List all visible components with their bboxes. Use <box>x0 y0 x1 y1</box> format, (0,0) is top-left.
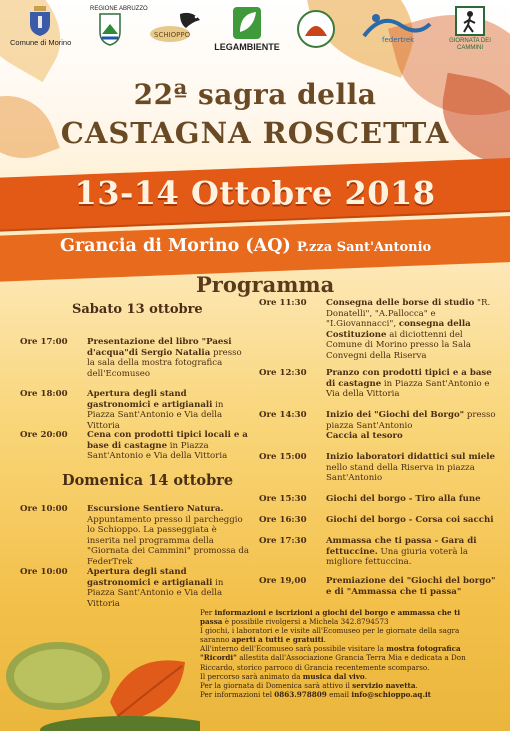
event-time: Ore 16:30 <box>259 515 307 525</box>
event-description: Inizio dei "Giochi del Borgo" presso piazza Sant'Antonio Caccia al tesoro <box>326 410 496 442</box>
chestnut-leaf-decoration <box>0 612 200 731</box>
event-description: Pranzo con prodotti tipici e a base di castagne in Piazza Sant'Antonio e Via della Vittoria <box>326 368 492 400</box>
comune-logo: Comune di Morino <box>10 6 70 68</box>
saturday-heading: Sabato 13 ottobre <box>72 302 203 317</box>
regione-abruzzo-icon <box>97 12 123 46</box>
legambiente-logo: LEGAMBIENTE <box>214 6 280 68</box>
bird-icon <box>146 6 206 46</box>
event-time: Ore 15:00 <box>259 452 307 462</box>
edition-title: 22ª sagra della <box>133 78 377 111</box>
event-description: Giochi del borgo - Corsa coi sacchi <box>326 515 494 525</box>
coat-of-arms-icon <box>28 6 52 36</box>
svg-text:federtrek: federtrek <box>382 36 415 44</box>
event-time: Ore 17:30 <box>259 536 307 546</box>
event-time: Ore 12:30 <box>259 368 307 378</box>
sunday-heading: Domenica 14 ottobre <box>62 472 234 489</box>
hiker-icon <box>362 6 432 46</box>
event-dates: 13-14 Ottobre 2018 <box>74 174 436 212</box>
federtrek-logo <box>362 6 432 68</box>
regione-logo: REGIONE ABRUZZO <box>90 6 130 68</box>
event-time: Ore 19,00 <box>259 576 307 586</box>
poster: Comune di Morino REGIONE ABRUZZO SCHIOPPO LEGAMBIENTE federtrek GIORNATA DEI CAMMINI 22ª sagra della CASTAGNA ROSCETTA 13-14 Ottobre 2018 Grancia di Morino (AQ) P.zza Sant'Antonio Programma Sabato 13 ottobre Ore 17:00 Presentazione del libro "Paesi d'acqua"di Sergio Natalia presso la sala della mostra fotografica dell'Ecomuseo Ore 18:00 Apertura degli stand gastronomici e artigianali in Piazza Sant'Antonio e Via della Vittoria Ore 20:00 Cena con prodotti tipici locali e a base di castagne in Piazza Sant'Antonio e Via della Vittoria Domenica 14 ottobre Ore 10:00 Escursione Sentiero Natura. Appuntamento presso il parcheggio lo Schioppo. La passeggiata è inserita nel programma della "Giornata dei Cammini" promossa da FederTrek Ore 10:00 Apertura degli stand gastronomici e artigianali in Piazza Sant'Antonio e Via della Vittoria Per informazioni e iscrizioni a giochi del borgo e ammassa che ti passa è possibile rivolgersi a Michela 342.8794573 I giochi, i laboratori e le visite all'Ecomuseo per le giornate della sagra saranno aperti a tutti e gratuiti. All'interno dell'Ecomuseo sarà possibile visitare la mostra fotografica "Ricordi" allestita dall'Associazione Grancia Terra Mia e dedicata a Don Riccardo, storico parroco di Grancia recentemente scomparso. Il percorso sarà animato da musica dal vivo. Per la giornata di Domenica sarà attivo il servizio navetta. Per informazioni tel 0863.978809 email info@schioppo.aq.it Ore 11:30 Consegna delle borse di studio "R. Donatelli", "A.Pallocca" e "I.Giovannacci", consegna della Costituzione ai diciottenni del Comune di Morino presso la Sala Convegni della Riserva Ore 12:30 Pranzo con prodotti tipici e a base di castagne in Piazza Sant'Antonio e Via della Vittoria Ore 14:30 Inizio dei "Giochi del Borgo" presso piazza Sant'Antonio Caccia al tesoro Ore 15:00 Inizio laboratori didattici sul miele nello stand della Riserva in piazza Sant'Antonio Ore 15:30 Giochi del borgo - Tiro alla fune Ore 16:30 Giochi del borgo - Corsa coi sacchi Ore 17:30 Ammassa che ti passa - Gara di fettuccine. Una giuria voterà la migliore fettuccina. Ore 19,00 Premiazione dei "Giochi del borgo" e di "Ammassa che ti passa" <box>0 0 510 731</box>
event-description: Premiazione dei "Giochi del borgo" e di "Ammassa che ti passa" <box>326 576 496 597</box>
event-description: Giochi del borgo - Tiro alla fune <box>326 494 481 504</box>
event-location <box>60 236 431 256</box>
main-title: CASTAGNA ROSCETTA <box>60 116 450 150</box>
event-description: Ammassa che ti passa - Gara di fettuccine. Una giuria voterà la migliore fettuccina. <box>326 536 477 568</box>
place-name: Grancia di Morino (AQ) <box>60 236 291 256</box>
square-name: P.zza Sant'Antonio <box>296 240 432 255</box>
walking-person-icon <box>455 6 485 36</box>
schioppo-logo <box>146 6 206 68</box>
round-logo <box>296 6 336 68</box>
round-badge-icon <box>297 6 335 52</box>
event-time: Ore 14:30 <box>259 410 307 420</box>
event-description: Inizio laboratori didattici sul miele nello stand della Riserva in piazza Sant'Antonio <box>326 452 496 484</box>
event-time: Ore 15:30 <box>259 494 307 504</box>
svg-text:SCHIOPPO: SCHIOPPO <box>154 31 191 39</box>
logo-strip <box>10 6 500 68</box>
information-notes: Per informazioni e iscrizioni a giochi del borgo e ammassa che ti passa è possibile rivolgersi a Michela 342.8794573 I giochi, i laboratori e le visite all'Ecomuseo per le giornate della sagra saranno aperti a tutti e gratuiti. All'interno dell'Ecomuseo sarà possibile visitare la mostra fotografica "Ricordi" allestita dall'Associazione Grancia Terra Mia e dedicata a Don Riccardo, storico parroco di Grancia recentemente scomparso. Il percorso sarà animato da musica dal vivo. Per la giornata di Domenica sarà attivo il servizio navetta. Per informazioni tel 0863.978809 email info@schioppo.aq.it <box>200 608 466 699</box>
legambiente-leaf-icon <box>232 6 262 40</box>
cammini-logo: GIORNATA DEI CAMMINI <box>440 6 500 68</box>
event-description: Consegna delle borse di studio "R. Donatelli", "A.Pallocca" e "I.Giovannacci", consegna della Costituzione ai diciottenni del Comune di Morino presso la Sala Convegni della Riserva <box>326 298 491 361</box>
event-time: Ore 11:30 <box>259 298 307 308</box>
programme-heading: Programma <box>196 272 335 297</box>
